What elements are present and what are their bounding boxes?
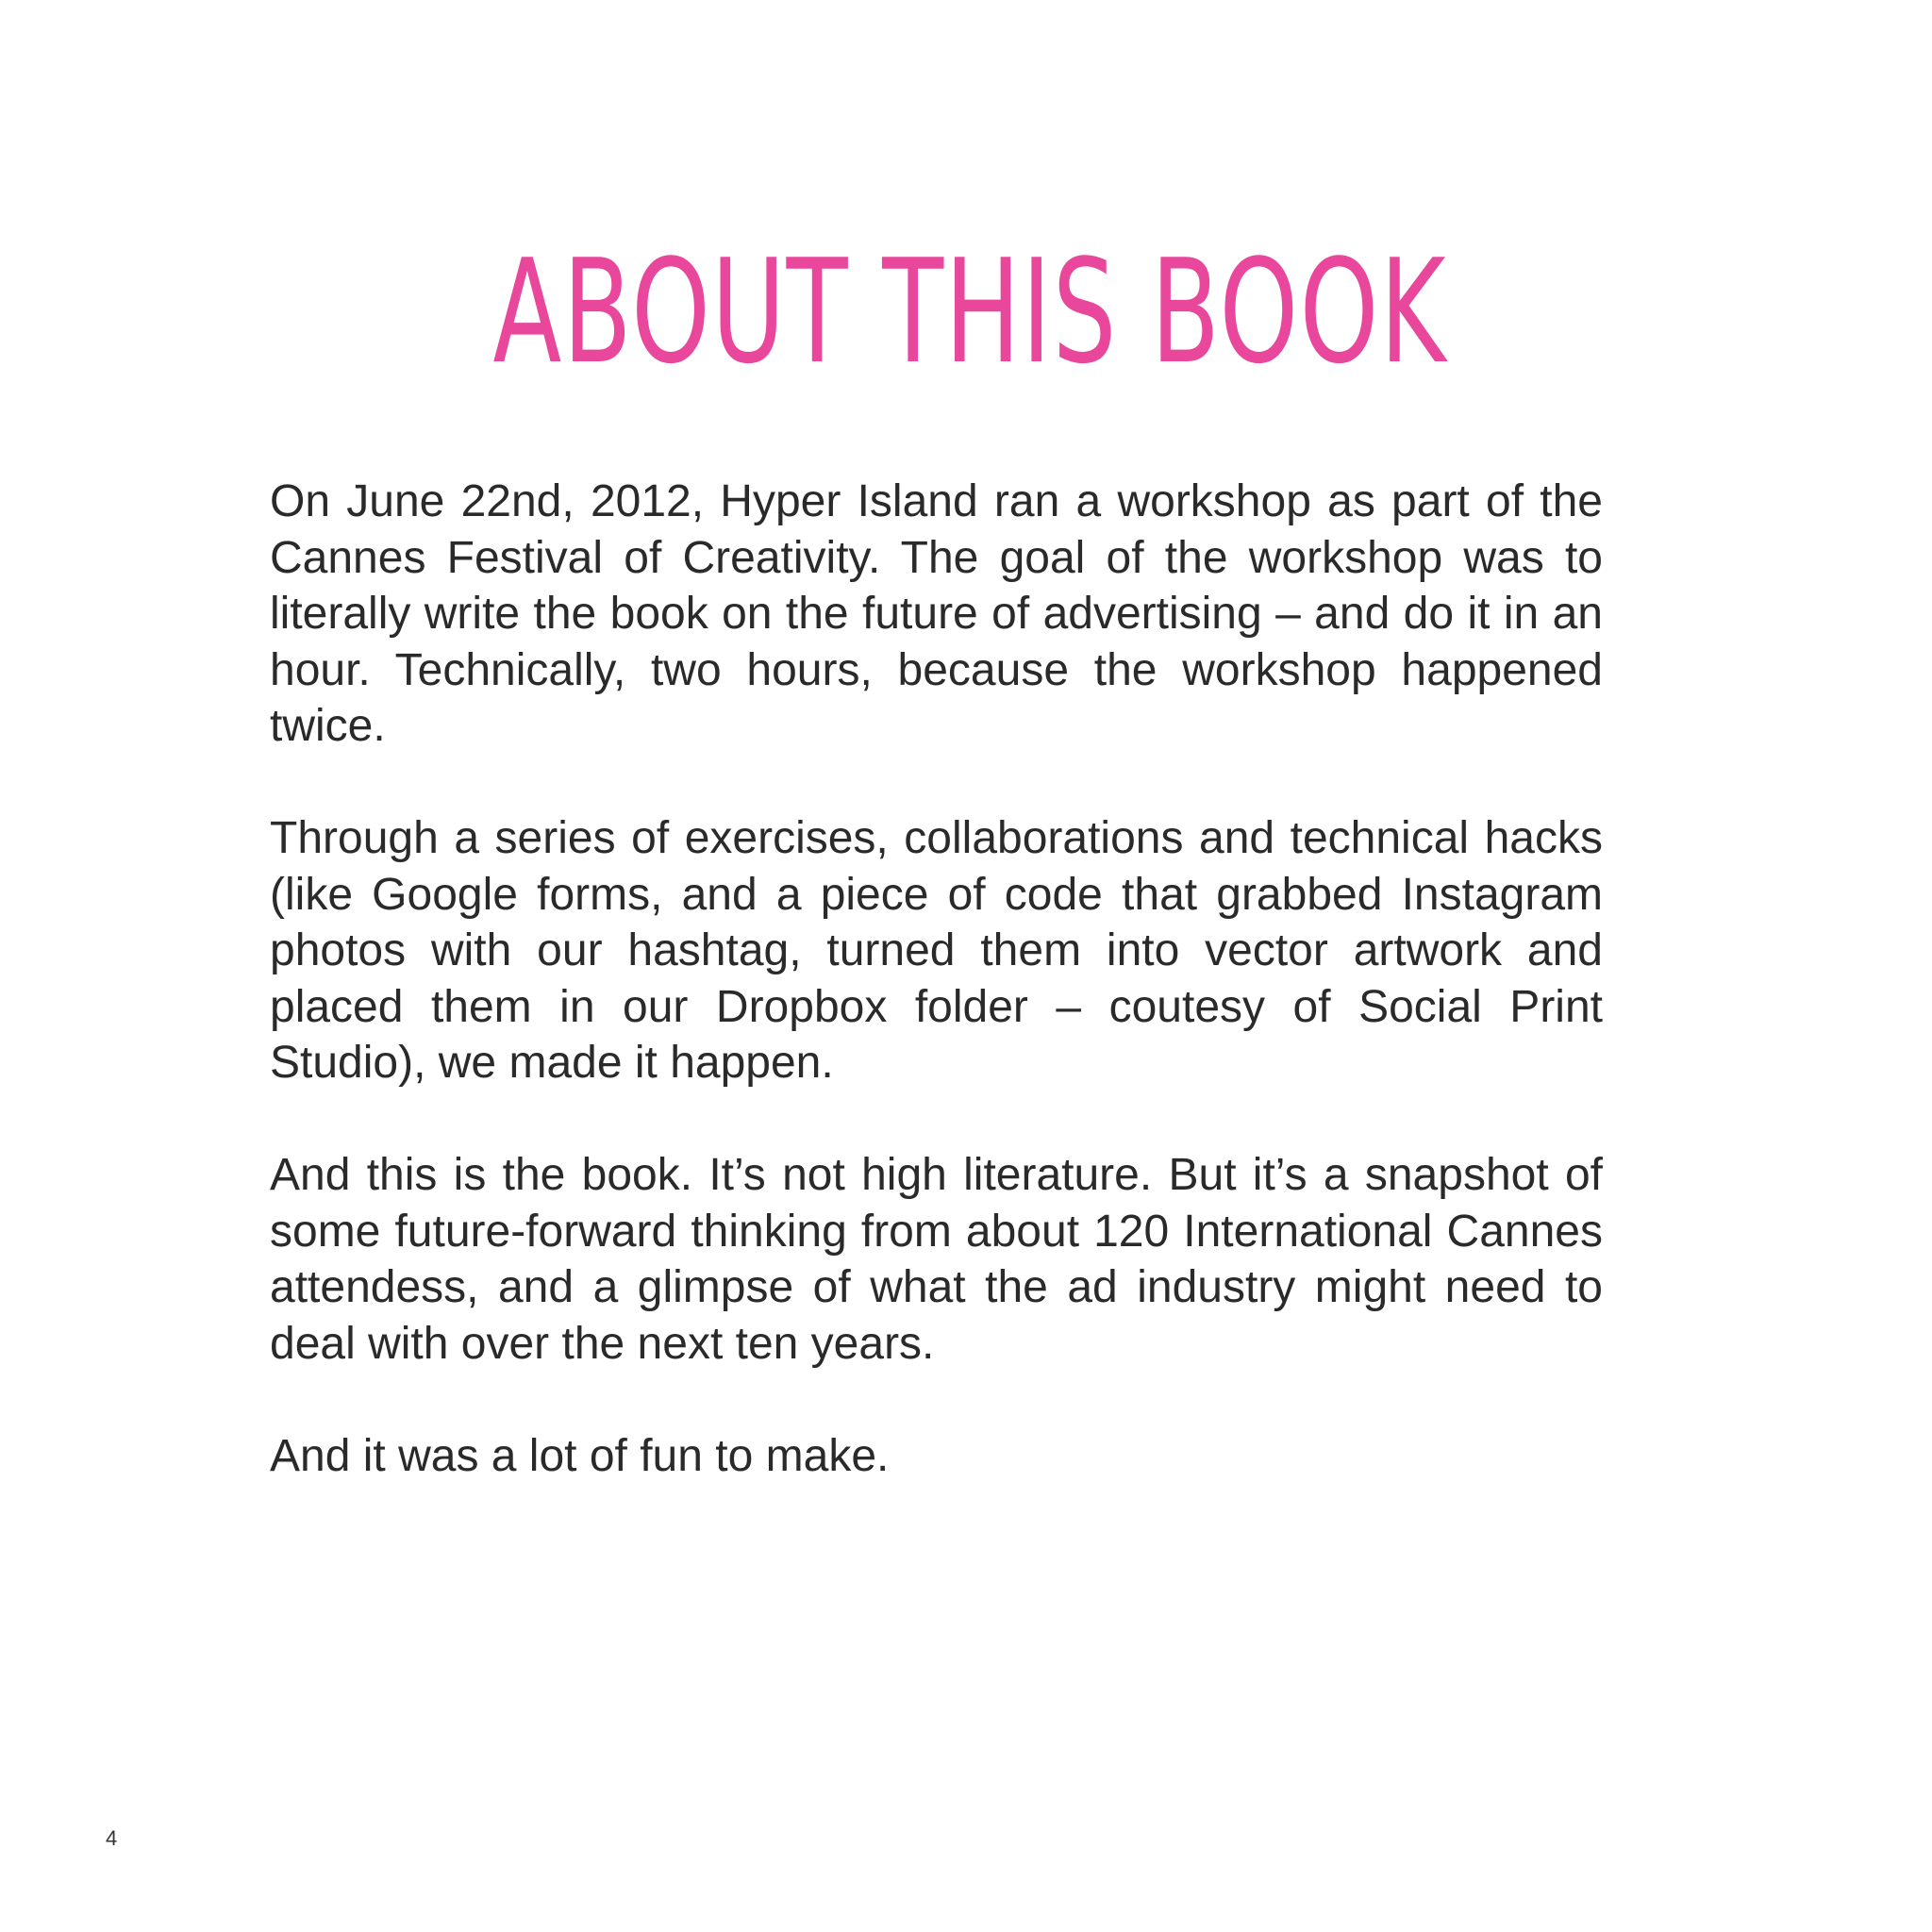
paragraph-1: On June 22nd, 2012, Hyper Island ran a workshop as part of the Cannes Festival of Creativity. The goal of the workshop was to literally write the book on the future of advertising – and do it in an hour. Technically, two hours, because the workshop happened twice.	[270, 476, 1603, 751]
paragraph-4: And it was a lot of fun to make.	[270, 1430, 890, 1481]
paragraph-2: Through a series of exercises, collaborations and technical hacks (like Google forms, and a piece of code that grabbed Instagram photos with our hashtag, turned them into vector artwork and placed them in our Dropbox folder – coutesy of Social Print Studio), we made it happen.	[270, 813, 1603, 1088]
page-title: ABOUT THIS BOOK	[492, 228, 1447, 395]
paragraph-3: And this is the book. It’s not high literature. But it’s a snapshot of some future-forward thinking from about 120 International Cannes attendess, and a glimpse of what the ad industry might need to deal with over the next ten years.	[270, 1150, 1603, 1369]
page-number: 4	[106, 1826, 118, 1850]
body-text	[270, 474, 1603, 1484]
